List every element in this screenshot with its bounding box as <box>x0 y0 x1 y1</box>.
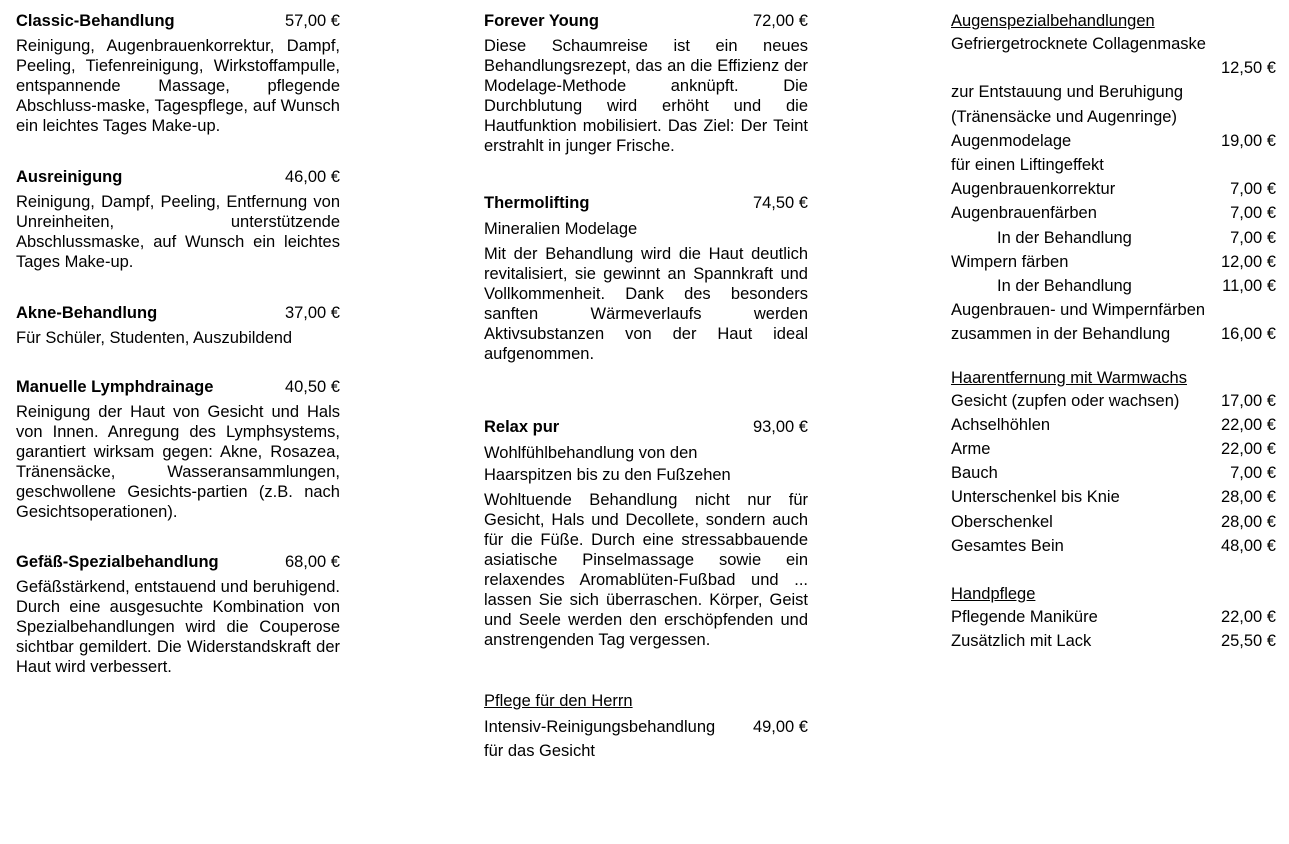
item-title: Forever Young <box>484 12 599 30</box>
item-price: 7,00 € <box>1230 464 1276 483</box>
item-title: Akne-Behandlung <box>16 304 158 322</box>
item-price: 12,50 € <box>1220 59 1276 78</box>
item-label: Bauch <box>951 464 998 483</box>
item-price: 19,00 € <box>1220 131 1276 150</box>
item-price: 40,50 € <box>284 378 340 396</box>
item-description: Mit der Behandlung wird die Haut deutlich revitalisiert, sie gewinnt an Spannkraft und Vollkommenheit. Dank des besonders sanften Wärmeverlaufs werden Aktivsubstanzen von der Haut ideal aufgenommen. <box>484 245 808 363</box>
item-subtitle: Mineralien Modelage <box>484 220 638 238</box>
item-title: Classic-Behandlung <box>16 12 175 30</box>
price-row <box>951 510 1276 534</box>
item-label: Oberschenkel <box>951 512 1053 531</box>
item-label: In der Behandlung <box>997 277 1132 296</box>
haar-price-rows <box>951 389 1276 558</box>
item-description: Für Schüler, Studenten, Auszubildend <box>16 329 293 347</box>
item-price: 17,00 € <box>1220 391 1276 410</box>
item-relax-pur <box>484 416 808 650</box>
item-label: Augenmodelage <box>951 131 1072 150</box>
item-price: 48,00 € <box>1220 536 1276 555</box>
item-price: 72,00 € <box>752 12 808 30</box>
section-handpflege <box>951 583 1276 653</box>
item-price: 7,00 € <box>1230 228 1276 247</box>
price-row <box>951 461 1276 485</box>
item-price: 22,00 € <box>1220 608 1276 627</box>
item-title: Gefäß-Spezialbehandlung <box>16 553 219 571</box>
item-label-line1: Augenbrauen- und Wimpernfärben <box>951 301 1206 320</box>
item-subtitle-line2: Haarspitzen bis zu den Fußzehen <box>484 466 731 484</box>
price-row <box>951 485 1276 509</box>
price-row <box>951 201 1276 225</box>
item-description: Gefäßstärkend, entstauend und beruhigend. Durch eine ausgesuchte Kombination von Spezialbehandlungen wird die Couperose sichtbar gemildert. Die Widerstandskraft der Haut wird verbessert. <box>16 578 340 676</box>
item-description: Reinigung, Dampf, Peeling, Entfernung von Unreinheiten, unterstützende Abschlussmaske, auf Wunsch ein leichtes Tages Make-up. <box>16 193 340 271</box>
item-ausreinigung <box>16 166 340 272</box>
item-gefaess <box>16 551 340 677</box>
item-label: Gesamtes Bein <box>951 536 1064 555</box>
item-price: 25,50 € <box>1220 632 1276 651</box>
item-lymphdrainage <box>16 376 340 522</box>
item-label: Pflegende Maniküre <box>951 608 1098 627</box>
augen-price-rows <box>951 177 1276 298</box>
section-herrn <box>484 690 808 763</box>
item-thermolifting <box>484 192 808 364</box>
price-row <box>951 413 1276 437</box>
item-subtitle-line2: (Tränensäcke und Augenringe) <box>951 107 1177 126</box>
item-price: 49,00 € <box>752 718 808 736</box>
item-subtitle-line1: Wohlfühlbehandlung von den <box>484 444 698 462</box>
item-label: Augenbrauenkorrektur <box>951 180 1116 199</box>
section-haarentfernung <box>951 367 1276 558</box>
section-augen <box>951 10 1276 347</box>
item-price: 74,50 € <box>752 194 808 212</box>
item-label: Zusätzlich mit Lack <box>951 632 1092 651</box>
column-face-treatments <box>16 10 340 677</box>
item-price: 16,00 € <box>1220 325 1276 344</box>
hand-price-rows <box>951 605 1276 653</box>
item-subtitle-line1: zur Entstauung und Beruhigung <box>951 83 1184 102</box>
item-description: Diese Schaumreise ist ein neues Behandlungsrezept, das an die Effizienz der Modelage-Methode anknüpft. Die Durchblutung wird erhöht und die Hautfunktion mobilisiert. Das Ziel: Der Teint erstrahlt in junger Frische. <box>484 37 808 155</box>
item-label: Unterschenkel bis Knie <box>951 488 1120 507</box>
item-label: Gefriergetrocknete Collagenmaske <box>951 35 1206 53</box>
item-label: Augenbrauenfärben <box>951 204 1097 223</box>
item-title: Thermolifting <box>484 194 590 212</box>
item-price: 22,00 € <box>1220 440 1276 459</box>
item-label: Gesicht (zupfen oder wachsen) <box>951 391 1180 410</box>
item-description: Wohltuende Behandlung nicht nur für Gesicht, Hals und Decollete, sondern auch für die Füße. Durch eine stressabbauende asiatische Pinselmassage sowie ein relaxendes Aromablüten-Fußbad und ... lassen Sie sich überraschen. Körper, Geist und Seele werden den erschöpfenden und anstrengenden Tag vergessen. <box>484 491 808 649</box>
section-title: Haarentfernung mit Warmwachs <box>951 368 1187 387</box>
column-price-list <box>951 10 1276 653</box>
item-label: Achselhöhlen <box>951 415 1051 434</box>
item-label: Arme <box>951 440 991 459</box>
price-row <box>951 250 1276 274</box>
price-row <box>951 226 1276 250</box>
price-row <box>951 629 1276 653</box>
item-price: 12,00 € <box>1220 252 1276 271</box>
item-description: Reinigung, Augenbrauenkorrektur, Dampf, Peeling, Tiefenreinigung, Wirkstoffampulle, entspannende Massage, pflegende Abschluss-maske, Tagespflege, auf Wunsch ein leichtes Tages Make-up. <box>16 37 340 135</box>
item-price: 28,00 € <box>1220 488 1276 507</box>
item-price: 68,00 € <box>284 553 340 571</box>
price-row <box>951 534 1276 558</box>
item-price: 7,00 € <box>1230 180 1276 199</box>
item-label: In der Behandlung <box>997 228 1132 247</box>
item-description: Reinigung der Haut von Gesicht und Hals von Innen. Anregung des Lymphsystems, garantiert wirksam gegen: Akne, Rosazea, Tränensäcke, Wasseransammlungen, geschwollene Gesichts-partien (z.B. nach Gesichtsoperationen). <box>16 403 340 521</box>
item-subtitle: für einen Liftingeffekt <box>951 156 1104 175</box>
price-row <box>951 177 1276 201</box>
item-title: Ausreinigung <box>16 168 123 186</box>
price-row <box>951 605 1276 629</box>
item-price: 22,00 € <box>1220 415 1276 434</box>
item-price: 28,00 € <box>1220 512 1276 531</box>
price-row <box>951 274 1276 298</box>
item-classic <box>16 10 340 136</box>
item-forever-young <box>484 10 808 156</box>
section-title: Handpflege <box>951 585 1036 604</box>
section-title: Pflege für den Herrn <box>484 692 633 710</box>
item-label: Intensiv-Reinigungsbehandlung <box>484 718 716 736</box>
item-label: Wimpern färben <box>951 252 1069 271</box>
item-price: 57,00 € <box>284 12 340 30</box>
item-price: 93,00 € <box>752 418 808 436</box>
item-label-line2: zusammen in der Behandlung <box>951 325 1171 344</box>
column-special-treatments <box>484 10 808 763</box>
item-price: 7,00 € <box>1230 204 1276 223</box>
item-price: 11,00 € <box>1222 277 1276 296</box>
item-price: 46,00 € <box>284 168 340 186</box>
item-price: 37,00 € <box>284 304 340 322</box>
item-title: Manuelle Lymphdrainage <box>16 378 214 396</box>
item-title: Relax pur <box>484 418 560 436</box>
item-akne <box>16 302 340 348</box>
price-row <box>951 389 1276 413</box>
item-subtitle: für das Gesicht <box>484 742 595 761</box>
price-row <box>951 437 1276 461</box>
section-title: Augenspezialbehandlungen <box>951 12 1155 30</box>
